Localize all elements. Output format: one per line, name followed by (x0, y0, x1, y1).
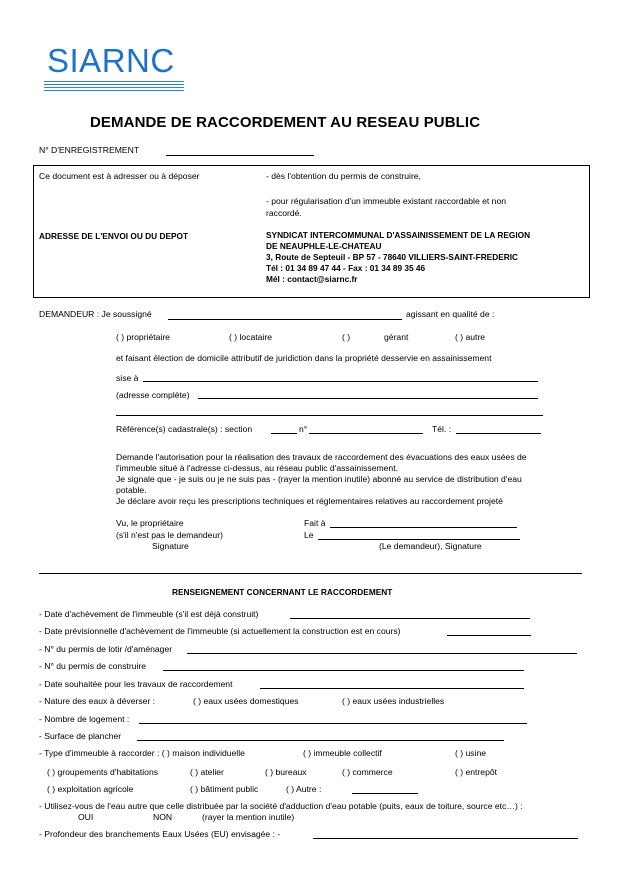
type-commerce[interactable]: ( ) commerce (342, 767, 393, 777)
siarnc-logo: SIARNC (47, 42, 175, 79)
non-option[interactable]: NON (153, 812, 173, 822)
address-line-3: 3, Route de Septeuil - BP 57 - 78640 VILLIERS-SAINT-FREDERIC (266, 252, 519, 262)
address-line-4: Tél : 01 34 89 47 44 - Fax : 01 34 89 35 46 (266, 263, 426, 273)
section-field[interactable] (271, 433, 297, 434)
nature-domestiques[interactable]: ( ) eaux usées domestiques (193, 696, 299, 706)
type-agricole[interactable]: ( ) exploitation agricole (47, 784, 134, 794)
type-label: - Type d'immeuble à raccorder : ( ) maison individuelle (39, 748, 245, 758)
demandeur-label: DEMANDEUR : Je soussigné (39, 309, 152, 319)
address-line-1: SYNDICAT INTERCOMMUNAL D'ASSAINISSEMENT DE LA REGION (266, 230, 531, 240)
option-proprietaire[interactable]: ( ) propriétaire (116, 332, 170, 342)
registration-field[interactable] (166, 155, 314, 156)
permis-lotir-field[interactable] (187, 653, 577, 654)
date-travaux-label: - Date souhaitée pour les travaux de raccordement (39, 679, 233, 689)
le-label: Le (304, 530, 314, 540)
date-prev-field[interactable] (447, 635, 531, 636)
le-field[interactable] (318, 539, 520, 540)
box-left-label: Ce document est à adresser ou à déposer (39, 171, 200, 181)
address-line-5: Mél : contact@siarnc.fr (266, 274, 358, 284)
demandeur-name-field[interactable] (168, 319, 402, 320)
box-option-1: - dès l'obtention du permis de construire, (266, 171, 421, 181)
renseignement-heading: RENSEIGNEMENT CONCERNANT LE RACCORDEMENT (172, 587, 393, 597)
type-autre-field[interactable] (352, 793, 418, 794)
permis-lotir-label: - N° du permis de lotir /d'aménager (39, 644, 173, 654)
address-label: ADRESSE DE L'ENVOI OU DU DEPOT (39, 231, 189, 241)
date-travaux-field[interactable] (260, 688, 524, 689)
option-autre[interactable]: ( ) autre (455, 332, 486, 342)
permis-construire-label: - N° du permis de construire (39, 661, 147, 671)
type-groupements[interactable]: ( ) groupements d'habitations (47, 767, 159, 777)
registration-label: N° D'ENREGISTREMENT (39, 145, 140, 155)
logements-label: - Nombre de logement : (39, 714, 130, 724)
signature-demandeur: (Le demandeur), Signature (379, 541, 482, 551)
declaration-2-line1: Je signale que - je suis ou je ne suis pas - (rayer la mention inutile) abonné au service de distribution d'eau (116, 474, 522, 484)
adresse-label: (adresse complète) (116, 390, 190, 400)
permis-construire-field[interactable] (163, 670, 524, 671)
type-collectif[interactable]: ( ) immeuble collectif (303, 748, 382, 758)
vu-proprietaire: Vu, le propriétaire (116, 518, 184, 528)
type-atelier[interactable]: ( ) atelier (190, 767, 224, 777)
adresse-field-2[interactable] (116, 415, 543, 416)
qualite-label: agissant en qualité de : (406, 309, 495, 319)
type-bureaux[interactable]: ( ) bureaux (265, 767, 307, 777)
sise-field[interactable] (143, 381, 538, 382)
rayer-note: (rayer la mention inutile) (202, 812, 295, 822)
date-prev-label: - Date prévisionnelle d'achèvement de l'immeuble (si actuellement la construction est en cours) (39, 626, 401, 636)
numero-field[interactable] (309, 433, 423, 434)
type-batiment-public[interactable]: ( ) bâtiment public (190, 784, 259, 794)
sise-label: sise à (116, 373, 139, 383)
date-achevement-field[interactable] (290, 618, 530, 619)
numero-label: n° (299, 424, 308, 434)
eau-autre-label: - Utilisez-vous de l'eau autre que celle distribuée par la société d'adduction d'eau potable (puits, eaux de toiture, source etc…) : (39, 801, 523, 811)
type-usine[interactable]: ( ) usine (455, 748, 487, 758)
profondeur-label: - Profondeur des branchements Eaux Usées (EU) envisagée : - (39, 829, 281, 839)
fait-label: Fait à (304, 518, 326, 528)
declaration-1-line2: l'immeuble situé à l'adresse ci-dessus, au réseau public d'assainissement. (116, 463, 398, 473)
address-line-2: DE NEAUPHLE-LE-CHATEAU (266, 241, 382, 251)
profondeur-field[interactable] (313, 838, 578, 839)
section-divider (39, 573, 582, 574)
sil-demandeur: (s'il n'est pas le demandeur) (116, 530, 223, 540)
adresse-field[interactable] (198, 398, 538, 399)
type-autre[interactable]: ( ) Autre : (286, 784, 322, 794)
election-text: et faisant élection de domicile attributif de juridiction dans la propriété desservie en assainissement (116, 353, 492, 363)
oui-option[interactable]: OUI (78, 812, 94, 822)
surface-label: - Surface de plancher (39, 731, 122, 741)
declaration-1-line1: Demande l'autorisation pour la réalisation des travaux de raccordement des évacuations des eaux usées de (116, 452, 527, 462)
signature-proprietaire: Signature (152, 541, 189, 551)
box-option-2-line2: raccordé. (266, 208, 302, 218)
ref-cadastrale-label: Référence(s) cadastrale(s) : section (116, 424, 253, 434)
option-gerant-box[interactable]: ( ) (342, 332, 351, 342)
logements-field[interactable] (139, 723, 527, 724)
document-title: DEMANDE DE RACCORDEMENT AU RESEAU PUBLIC (90, 114, 481, 131)
declaration-3: Je déclare avoir reçu les prescriptions techniques et réglementaires relatives au raccordement projeté (116, 496, 503, 506)
box-option-2-line1: - pour régularisation d'un immeuble existant raccordable et non (266, 196, 507, 206)
tel-label: Tél. : (432, 424, 452, 434)
nature-industrielles[interactable]: ( ) eaux usées industrielles (342, 696, 445, 706)
fait-field[interactable] (330, 527, 517, 528)
declaration-2-line2: potable. (116, 485, 147, 495)
surface-field[interactable] (137, 740, 504, 741)
nature-label: - Nature des eaux à déverser : (39, 696, 156, 706)
option-locataire[interactable]: ( ) locataire (229, 332, 272, 342)
type-entrepot[interactable]: ( ) entrepôt (455, 767, 498, 777)
date-achevement-label: - Date d'achèvement de l'immeuble (s'il est déjà construit) (39, 609, 259, 619)
tel-field[interactable] (456, 433, 541, 434)
option-gerant-label: gérant (384, 332, 409, 342)
